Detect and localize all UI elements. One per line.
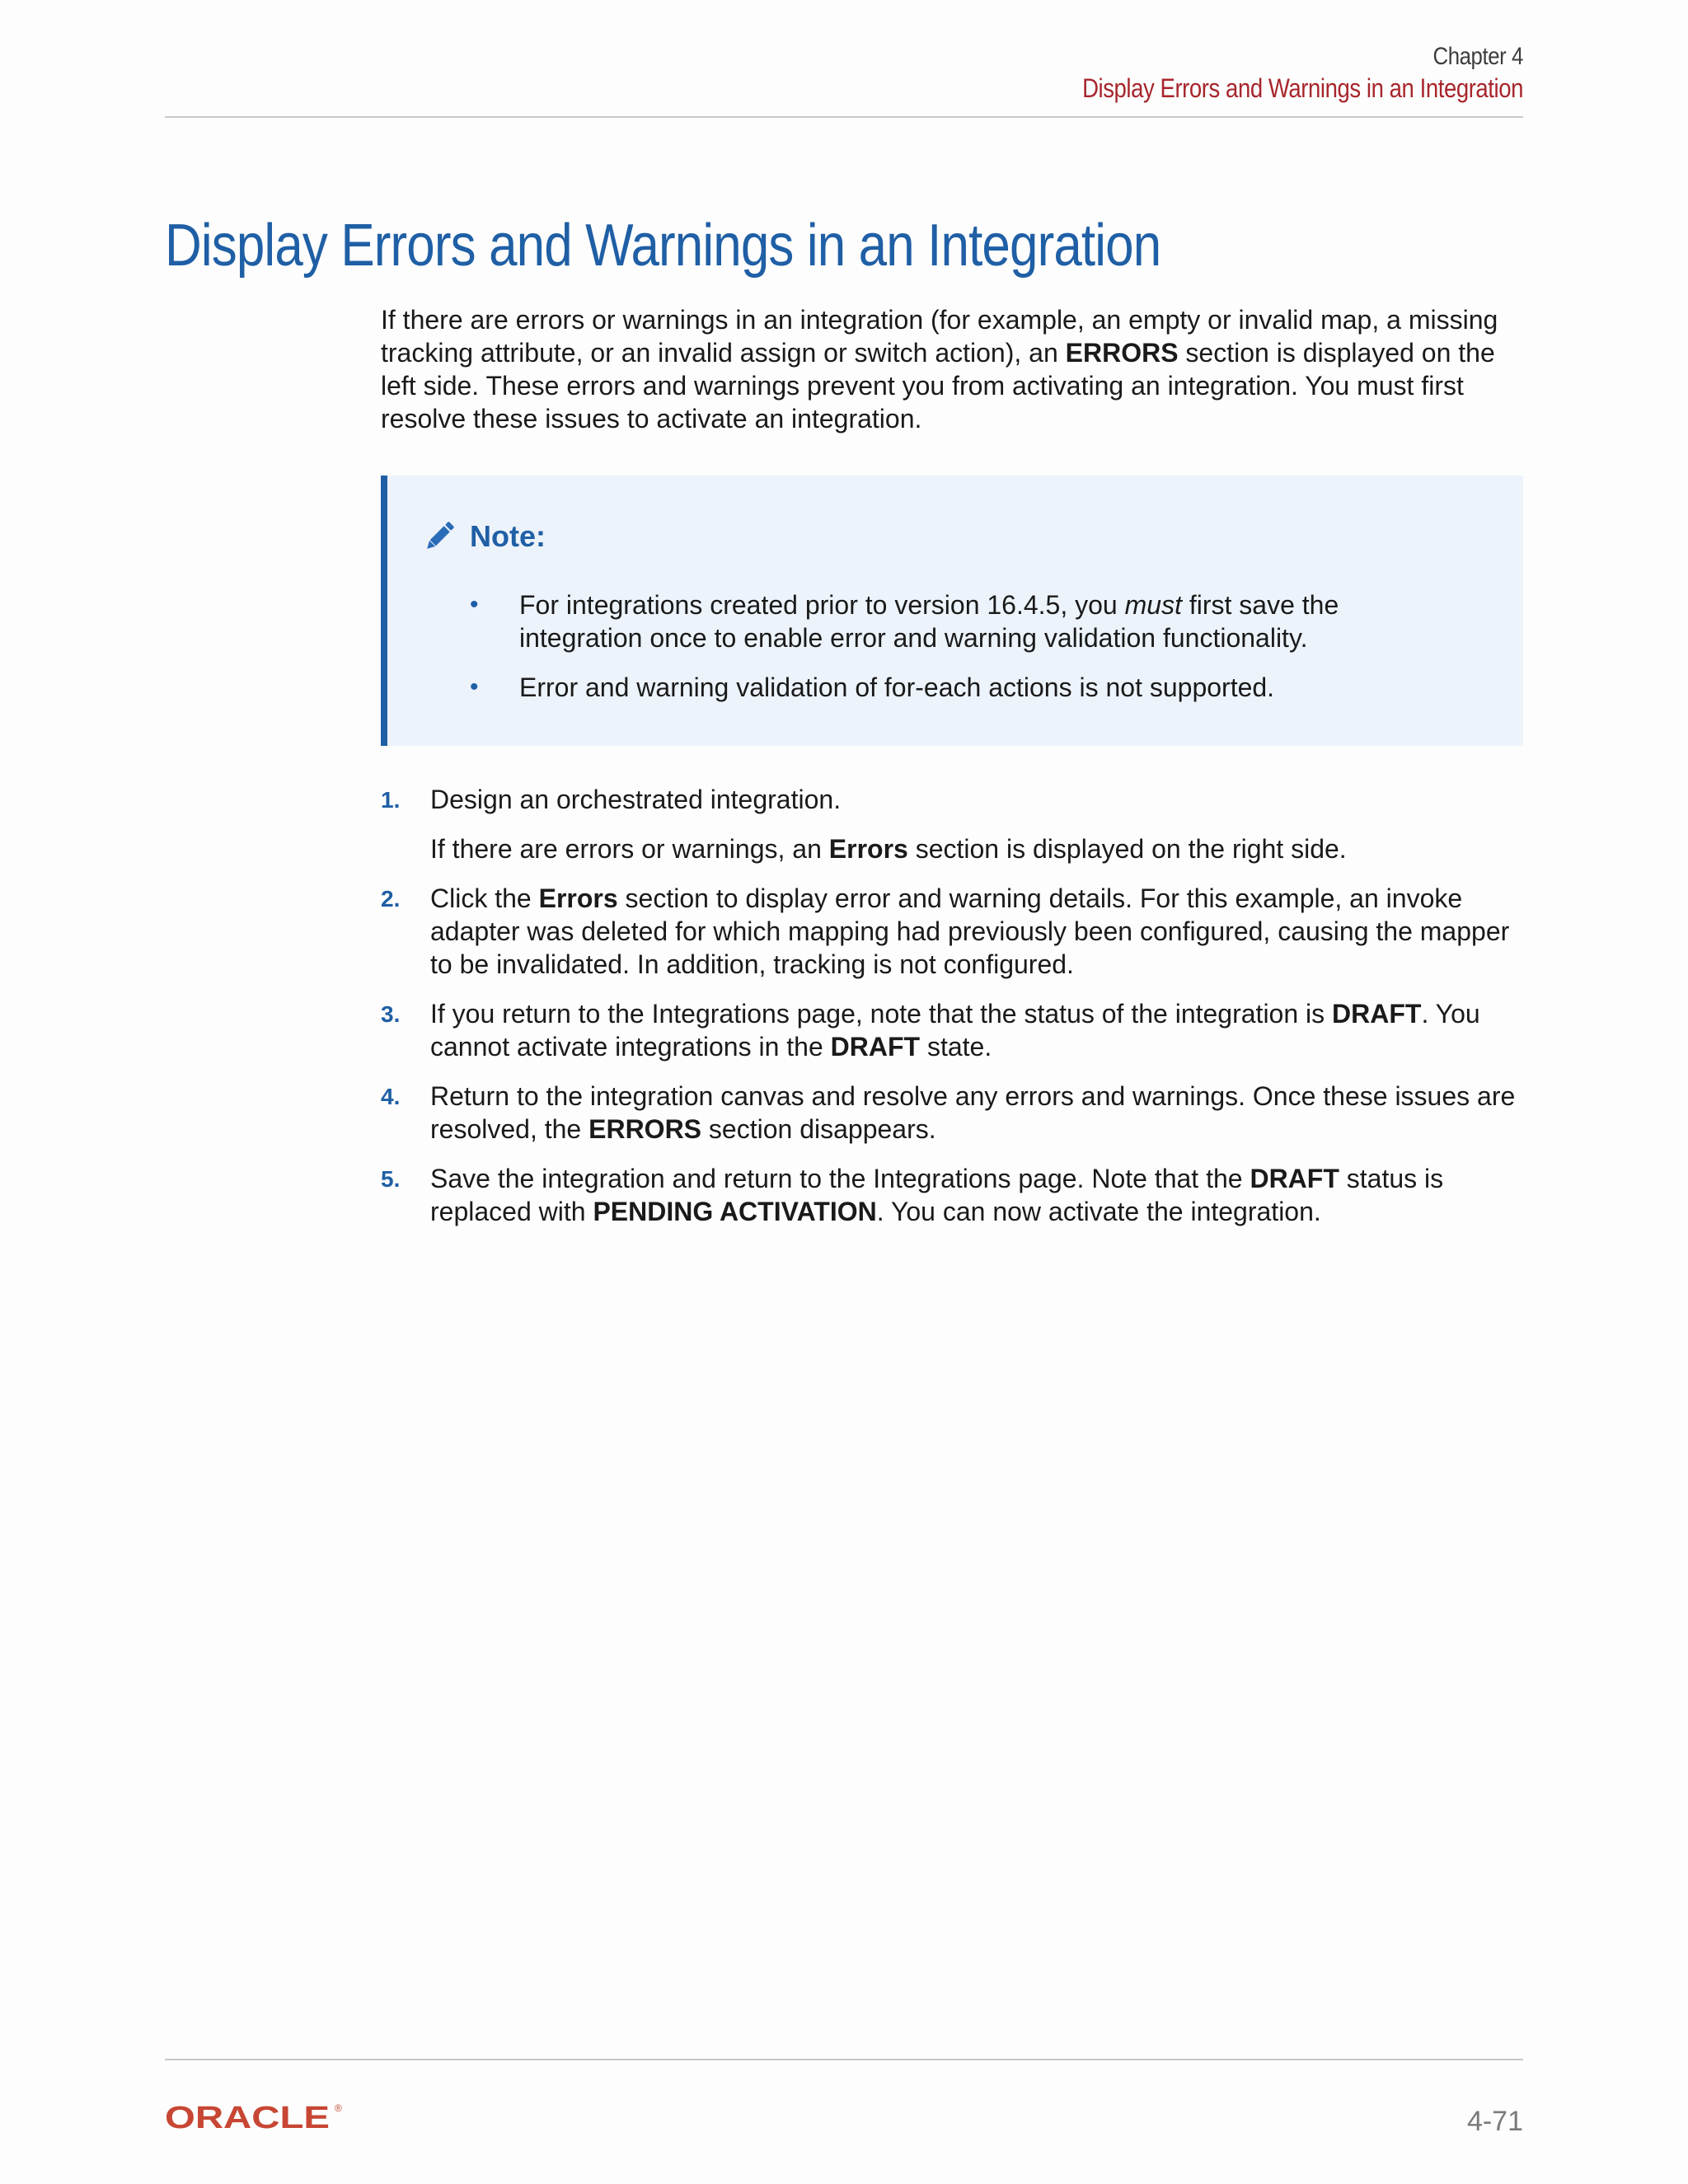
registered-mark: ® <box>335 2102 342 2114</box>
step-number: 4. <box>381 1084 401 1109</box>
step-text: If you return to the Integrations page, note that the status of the integration is <box>430 999 1333 1029</box>
header-divider <box>165 116 1523 118</box>
step-result <box>430 832 1523 865</box>
step-body <box>430 1080 1523 1146</box>
note-list <box>387 588 1508 720</box>
step-number: 3. <box>381 1001 401 1027</box>
step-text: If there are errors or warnings, an <box>430 834 829 864</box>
running-header <box>1082 41 1523 104</box>
intro-text: If there are errors or warnings in an integration (for example, an empty or invalid map, a missing tracking attribute, or an invalid assign or switch action), an <box>381 305 1498 368</box>
intro-bold: ERRORS <box>1065 338 1179 368</box>
step-bold: Errors <box>828 834 908 864</box>
step-body <box>430 997 1523 1063</box>
step-bold: ERRORS <box>588 1114 702 1144</box>
step-bold: DRAFT <box>1332 999 1422 1029</box>
note-box <box>381 476 1523 746</box>
step-bold: Errors <box>538 883 618 913</box>
step-number: 1. <box>381 787 401 813</box>
steps-list <box>381 783 1523 1244</box>
step-text: Save the integration and return to the Integrations page. Note that the <box>430 1164 1250 1193</box>
step-bold: PENDING ACTIVATION <box>593 1197 877 1226</box>
step-text: Return to the integration canvas and resolve any errors and warnings. Once these issues are resolved, the <box>430 1081 1516 1144</box>
pencil-icon <box>420 518 458 555</box>
note-text: For integrations created prior to version 16.4.5, you <box>519 590 1125 620</box>
step-text: state. <box>920 1032 992 1062</box>
bullet: • <box>470 673 479 701</box>
step-text: Design an orchestrated integration. <box>430 785 842 814</box>
step-bold: DRAFT <box>830 1032 921 1062</box>
step-text: status is replaced with <box>430 1164 1444 1226</box>
step-text: . You cannot activate integrations in the <box>430 999 1480 1062</box>
note-item <box>387 588 1508 654</box>
step-body <box>430 1162 1523 1228</box>
page-number: 4-71 <box>1466 2106 1523 2137</box>
oracle-logo-text: ORACLE <box>165 2102 330 2131</box>
step-item <box>381 783 1523 865</box>
step-item <box>381 1080 1523 1146</box>
intro-text: section is displayed on the left side. These errors and warnings prevent you from activating an integration. You must first resolve these issues to activate an integration. <box>381 338 1495 434</box>
page-title: Display Errors and Warnings in an Integration <box>165 213 1161 279</box>
note-text: first save the integration once to enable error and warning validation functionality. <box>519 590 1339 653</box>
note-title: Note: <box>470 519 546 553</box>
section-label: Display Errors and Warnings in an Integration <box>1082 73 1523 103</box>
note-item <box>387 671 1508 704</box>
step-number: 2. <box>381 886 401 912</box>
step-text: Click the <box>430 883 539 913</box>
step-text: section to display error and warning details. For this example, an invoke adapter was deleted for which mapping had previously been configured, causing the mapper to be invalidated. In addition, tracking is not configured. <box>430 883 1510 979</box>
step-text: . You can now activate the integration. <box>876 1197 1321 1226</box>
footer-divider <box>165 2059 1523 2060</box>
step-bold: DRAFT <box>1250 1164 1339 1193</box>
chapter-label: Chapter 4 <box>1432 43 1523 70</box>
step-text: section is displayed on the right side. <box>907 834 1347 864</box>
step-text: section disappears. <box>701 1114 936 1144</box>
step-item <box>381 1162 1523 1228</box>
note-emphasis: must <box>1124 590 1182 620</box>
note-header <box>420 512 546 561</box>
oracle-logo <box>165 2102 348 2131</box>
step-item <box>381 882 1523 981</box>
bullet: • <box>470 591 479 618</box>
step-item <box>381 997 1523 1063</box>
step-number: 5. <box>381 1166 401 1192</box>
step-body <box>430 882 1523 981</box>
intro-paragraph <box>381 303 1523 435</box>
note-text: Error and warning validation of for-each actions is not supported. <box>519 673 1275 702</box>
